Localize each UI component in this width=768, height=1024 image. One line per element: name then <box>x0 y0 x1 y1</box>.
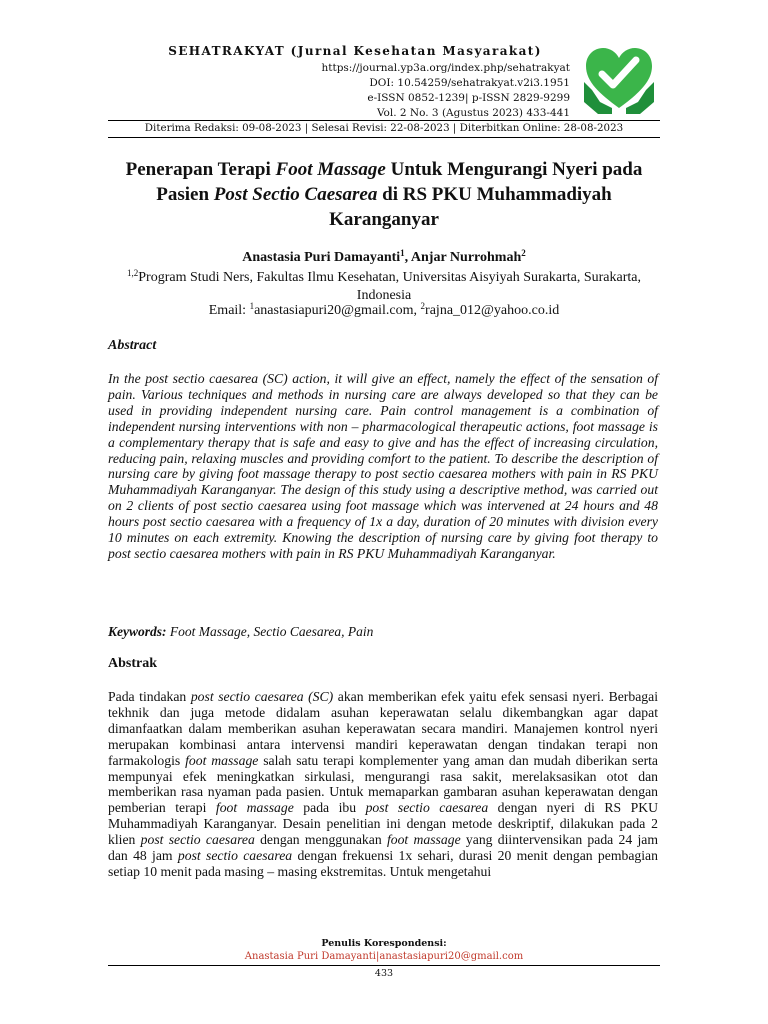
abstract-english: In the post sectio caesarea (SC) action, it will give an effect, namely the effect of the sensation of pain. Various techniques and methods in nursing care are always developed so that they can be used in providing independent nursing care. Pain control management is a combination of independent nursing interventions with non – pharmacological therapeutic actions, foot massage is a complementary therapy that is safe and easy to give and has the effect of increasing circulation, reducing pain, relaxing muscles and providing comfort to the patient. To describe the description of nursing care by giving foot massage therapy to post sectio caesarea mothers with pain in RS PKU Muhammadiyah Karanganyar. The design of this study using a descriptive method, was carried out on 2 clients of post sectio caesarea using foot massage which was intervened at 24 hours and 48 hours post sectio caesarea with a frequency of 1x a day, duration of 20 minutes with division every 10 minutes on each extremity. Knowing the description of nursing care by giving foot therapy to post sectio caesarea mothers with pain in RS PKU Muhammadiyah Karanganyar. <box>108 371 658 561</box>
page-number: 433 <box>374 968 394 979</box>
header-rule-bottom <box>108 137 660 138</box>
keywords-value: Foot Massage, Sectio Caesarea, Pain <box>166 624 374 639</box>
journal-name: SEHATRAKYAT (Jurnal Kesehatan Masyarakat) <box>168 44 542 58</box>
heart-check-hands-icon <box>578 38 660 120</box>
journal-issn: e-ISSN 0852-1239| p-ISSN 2829-9299 <box>367 92 570 104</box>
footer-rule <box>108 965 660 966</box>
abstract-heading: Abstract <box>108 338 157 353</box>
email-2[interactable]: rajna_012@yahoo.co.id <box>425 303 560 318</box>
abstrak-indonesian: Pada tindakan post sectio caesarea (SC) akan memberikan efek yaitu efek sensasi nyeri. Berbagai tekhnik dan juga metode didalam asuhan keperawatan selalu dikembangkan agar dapat dimanfaatkan dalam memberikan asuhan keperawatan secara mandiri. Manajemen kontrol nyeri merupakan kombinasi antara intervensi mandiri keperawatan dengan tindakan terapi non farmakologis foot massage salah satu terapi komplementer yang aman dan mudah diberikan serta mempunyai efek meningkatkan sirkulasi, mengurangi rasa sakit, merelaksasikan otot dan memberikan rasa nyaman pada pasien. Untuk memaparkan gambaran asuhan keperawatan dengan pemberian terapi foot massage pada ibu post sectio caesarea dengan nyeri di RS PKU Muhammadiyah Karanganyar. Desain penelitian ini dengan metode deskriptif, dilakukan pada 2 klien post sectio caesarea dengan menggunakan foot massage yang diintervensikan pada 24 jam dan 48 jam post sectio caesarea dengan frekuensi 1x sehari, durasi 20 menit dengan pembagian setiap 10 menit pada masing – masing ekstremitas. Untuk mengetahui <box>108 689 659 879</box>
journal-url[interactable]: https://journal.yp3a.org/index.php/sehatrakyat <box>321 62 570 74</box>
author-2: Anjar Nurrohmah <box>410 250 522 265</box>
author-list: Anastasia Puri Damayanti$^1$, Anjar Nurrohmah$^2$ <box>242 248 526 265</box>
journal-volume: Vol. 2 No. 3 (Agustus 2023) 433-441 <box>376 107 570 119</box>
author-emails: Email: $^1$anastasiapuri20@gmail.com, $^2$rajna_012@yahoo.co.id <box>208 301 560 318</box>
corresponding-author-contact[interactable]: Anastasia Puri Damayanti|anastasiapuri20@gmail.com <box>244 951 524 962</box>
email-1[interactable]: anastasiapuri20@gmail.com <box>254 303 414 318</box>
keywords <box>108 624 373 640</box>
journal-doi[interactable]: DOI: 10.54259/sehatrakyat.v2i3.1951 <box>369 77 570 89</box>
publication-dates: Diterima Redaksi: 09-08-2023 | Selesai Revisi: 22-08-2023 | Diterbitkan Online: 28-08-2023 <box>144 122 624 134</box>
abstrak-heading: Abstrak <box>108 656 158 671</box>
author-1: Anastasia Puri Damayanti <box>242 250 401 265</box>
affiliation: $^{1,2}$Program Studi Ners, Fakultas Ilmu Kesehatan, Universitas Aisyiyah Surakarta, Surakarta, Indonesia <box>127 268 641 303</box>
header-rule-top <box>108 120 660 121</box>
journal-header <box>140 44 570 121</box>
paper-title: Penerapan Terapi Foot Massage Untuk Mengurangi Nyeri pada Pasien Post Sectio Caesarea di RS PKU Muhammadiyah Karanganyar <box>125 159 643 230</box>
keywords-label: Keywords: <box>108 624 167 639</box>
corresponding-author-heading: Penulis Korespondensi: <box>321 938 447 949</box>
